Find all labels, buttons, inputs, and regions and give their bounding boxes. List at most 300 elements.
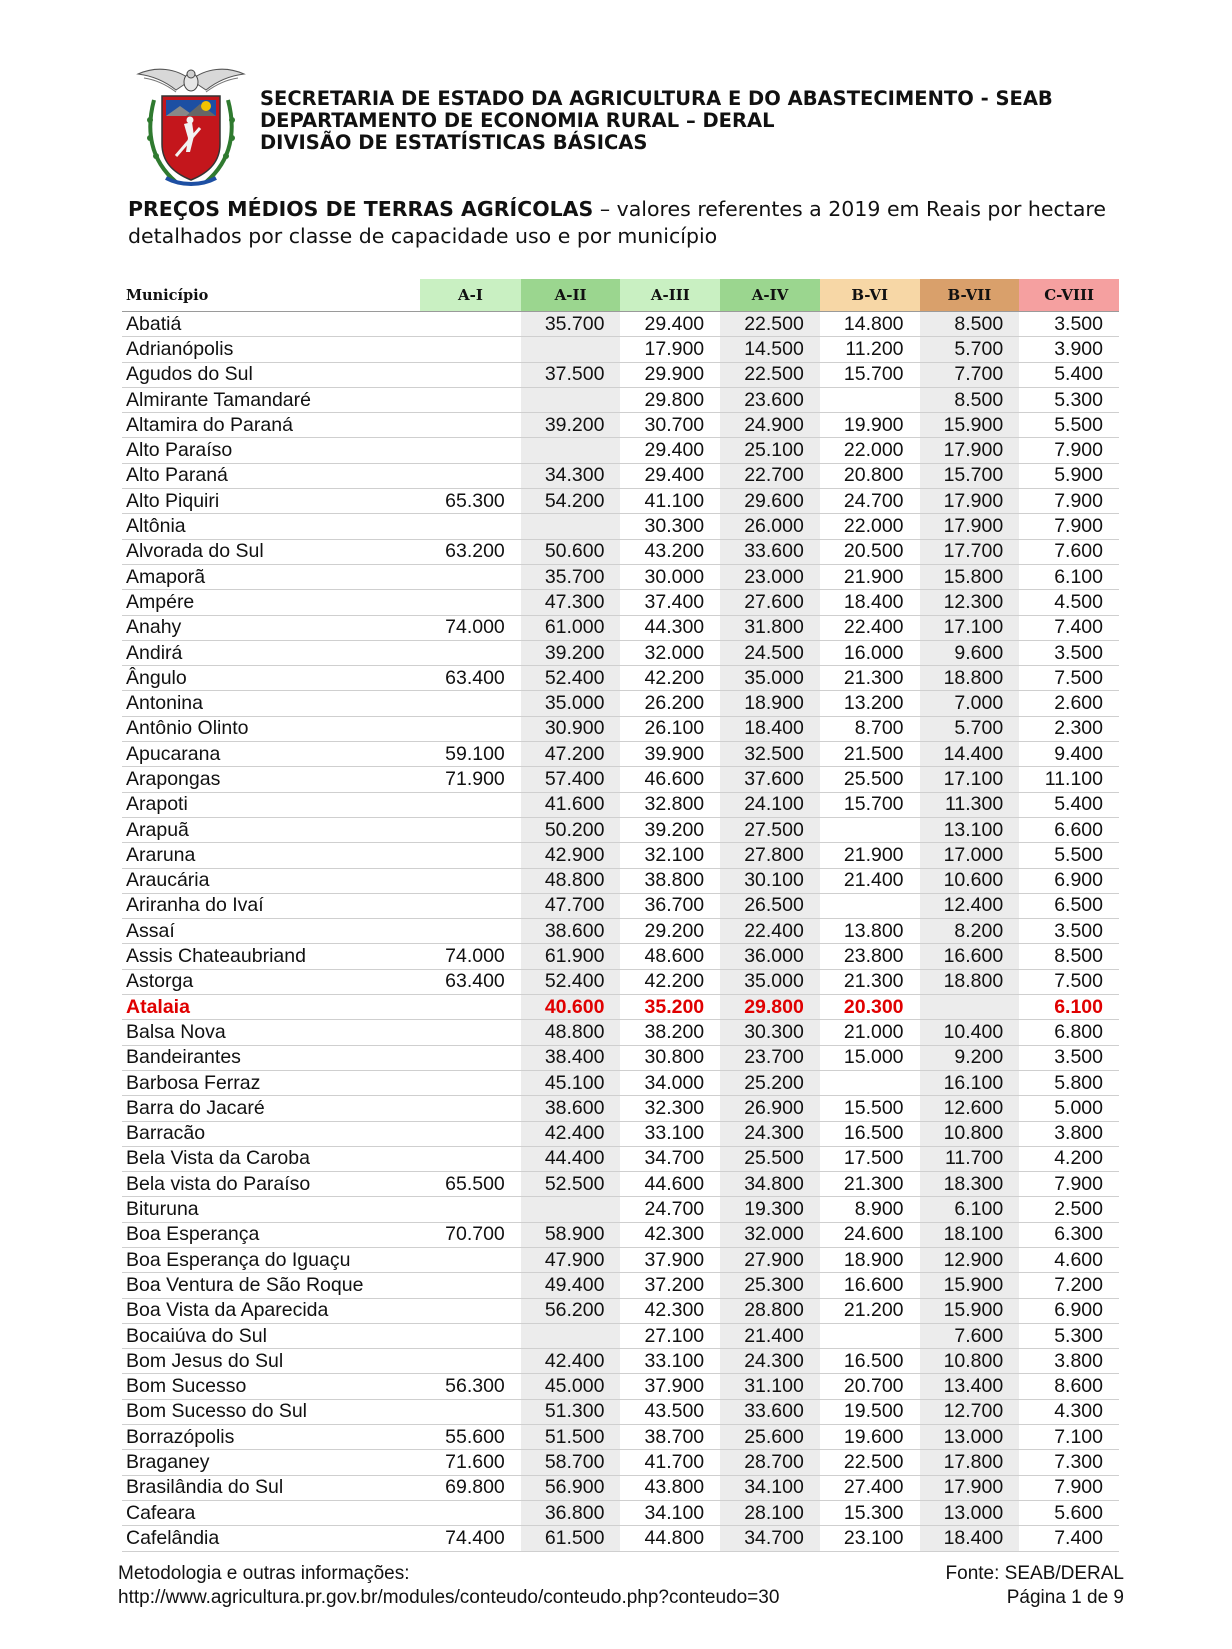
- header-c-viii: C-VIII: [1019, 279, 1119, 312]
- price-cell: 24.900: [720, 413, 820, 438]
- price-cell: 7.100: [1019, 1425, 1119, 1450]
- price-cell: 15.300: [820, 1500, 920, 1525]
- table-row: [122, 615, 1119, 640]
- price-cell: 34.800: [720, 1172, 820, 1197]
- price-cell: 7.500: [1019, 969, 1119, 994]
- price-cell: 47.900: [521, 1247, 621, 1272]
- price-cell: 51.500: [521, 1425, 621, 1450]
- price-cell: 7.900: [1019, 514, 1119, 539]
- price-cell: 27.600: [720, 590, 820, 615]
- price-cell: 52.500: [521, 1172, 621, 1197]
- price-cell: 36.000: [720, 944, 820, 969]
- price-cell: 63.200: [420, 539, 521, 564]
- municipality-cell: Ângulo: [122, 666, 420, 691]
- footer-source: [946, 1562, 1124, 1610]
- price-cell: 71.600: [420, 1450, 521, 1475]
- price-cell: 14.500: [720, 337, 820, 362]
- municipality-cell: Bela Vista da Caroba: [122, 1146, 420, 1171]
- price-cell: 24.500: [720, 640, 820, 665]
- table-row: [122, 1450, 1119, 1475]
- price-cell: 16.100: [920, 1070, 1020, 1095]
- table-row: [122, 1172, 1119, 1197]
- price-cell: 6.900: [1019, 868, 1119, 893]
- price-cell: 48.800: [521, 868, 621, 893]
- price-cell: 44.400: [521, 1146, 621, 1171]
- municipality-cell: Agudos do Sul: [122, 362, 420, 387]
- price-cell: 71.900: [420, 767, 521, 792]
- price-cell: 24.300: [720, 1349, 820, 1374]
- price-cell: [420, 716, 521, 741]
- price-cell: 59.100: [420, 742, 521, 767]
- price-cell: 6.900: [1019, 1298, 1119, 1323]
- price-cell: 32.500: [720, 742, 820, 767]
- municipality-cell: Atalaia: [122, 995, 420, 1020]
- municipality-cell: Altamira do Paraná: [122, 413, 420, 438]
- price-cell: 34.000: [620, 1070, 720, 1095]
- table-row: [122, 1222, 1119, 1247]
- price-cell: 16.000: [820, 640, 920, 665]
- price-cell: 41.700: [620, 1450, 720, 1475]
- price-cell: 5.700: [920, 716, 1020, 741]
- municipality-cell: Antônio Olinto: [122, 716, 420, 741]
- table-row: [122, 362, 1119, 387]
- price-cell: 22.700: [720, 463, 820, 488]
- price-cell: 15.800: [920, 564, 1020, 589]
- price-cell: 39.900: [620, 742, 720, 767]
- price-cell: 25.200: [720, 1070, 820, 1095]
- price-cell: 26.100: [620, 716, 720, 741]
- price-cell: 58.900: [521, 1222, 621, 1247]
- price-cell: 7.900: [1019, 1172, 1119, 1197]
- price-cell: 5.500: [1019, 413, 1119, 438]
- price-cell: 15.000: [820, 1045, 920, 1070]
- price-cell: [420, 1197, 521, 1222]
- price-cell: 15.700: [920, 463, 1020, 488]
- price-cell: 32.100: [620, 843, 720, 868]
- price-cell: 56.900: [521, 1475, 621, 1500]
- municipality-cell: Andirá: [122, 640, 420, 665]
- price-cell: 44.600: [620, 1172, 720, 1197]
- municipality-cell: Assis Chateaubriand: [122, 944, 420, 969]
- price-cell: 43.800: [620, 1475, 720, 1500]
- price-cell: 6.800: [1019, 1020, 1119, 1045]
- table-row: [122, 944, 1119, 969]
- municipality-cell: Almirante Tamandaré: [122, 387, 420, 412]
- price-cell: 11.700: [920, 1146, 1020, 1171]
- price-cell: 20.800: [820, 463, 920, 488]
- price-cell: 30.700: [620, 413, 720, 438]
- municipality-cell: Bom Sucesso do Sul: [122, 1399, 420, 1424]
- municipality-cell: Assaí: [122, 919, 420, 944]
- table-row: [122, 1273, 1119, 1298]
- price-cell: 38.600: [521, 1096, 621, 1121]
- price-cell: 33.600: [720, 1399, 820, 1424]
- table-row: [122, 1045, 1119, 1070]
- price-cell: 29.400: [620, 312, 720, 337]
- table-row: [122, 387, 1119, 412]
- price-cell: 17.900: [920, 438, 1020, 463]
- price-cell: [420, 995, 521, 1020]
- price-cell: 8.700: [820, 716, 920, 741]
- price-cell: 17.500: [820, 1146, 920, 1171]
- municipality-cell: Alto Paraná: [122, 463, 420, 488]
- footer-methodology-label: Metodologia e outras informações:: [118, 1563, 410, 1584]
- price-cell: 24.700: [620, 1197, 720, 1222]
- table-row: [122, 1500, 1119, 1525]
- price-cell: 27.900: [720, 1247, 820, 1272]
- footer-methodology: [118, 1562, 779, 1610]
- price-cell: 52.400: [521, 666, 621, 691]
- price-cell: 9.200: [920, 1045, 1020, 1070]
- price-cell: 6.500: [1019, 893, 1119, 918]
- price-cell: 5.400: [1019, 362, 1119, 387]
- price-cell: 21.400: [820, 868, 920, 893]
- price-cell: 24.100: [720, 792, 820, 817]
- price-cell: 30.300: [720, 1020, 820, 1045]
- price-cell: 48.800: [521, 1020, 621, 1045]
- price-cell: 37.600: [720, 767, 820, 792]
- municipality-cell: Araruna: [122, 843, 420, 868]
- municipality-cell: Alto Piquiri: [122, 489, 420, 514]
- price-cell: 12.600: [920, 1096, 1020, 1121]
- price-cell: 3.500: [1019, 640, 1119, 665]
- price-cell: 19.900: [820, 413, 920, 438]
- price-cell: [521, 387, 621, 412]
- price-cell: 16.500: [820, 1121, 920, 1146]
- price-cell: 6.100: [920, 1197, 1020, 1222]
- municipality-cell: Cafelândia: [122, 1526, 420, 1551]
- price-cell: 17.800: [920, 1450, 1020, 1475]
- price-cell: [820, 1070, 920, 1095]
- table-row: [122, 1146, 1119, 1171]
- price-cell: 50.200: [521, 817, 621, 842]
- price-cell: 6.100: [1019, 564, 1119, 589]
- price-cell: 34.700: [720, 1526, 820, 1551]
- table-row: [122, 1298, 1119, 1323]
- price-cell: 18.400: [720, 716, 820, 741]
- price-cell: 14.800: [820, 312, 920, 337]
- price-cell: 18.800: [920, 969, 1020, 994]
- department-header: [260, 88, 1053, 154]
- price-cell: 22.000: [820, 438, 920, 463]
- price-cell: 18.800: [920, 666, 1020, 691]
- municipality-cell: Alvorada do Sul: [122, 539, 420, 564]
- price-cell: [420, 1399, 521, 1424]
- price-cell: 29.200: [620, 919, 720, 944]
- municipality-cell: Cafeara: [122, 1500, 420, 1525]
- price-cell: [521, 514, 621, 539]
- footer-source-label: Fonte: SEAB/DERAL: [945, 1563, 1124, 1584]
- price-cell: 3.800: [1019, 1349, 1119, 1374]
- table-row: [122, 1020, 1119, 1045]
- price-cell: 42.300: [620, 1222, 720, 1247]
- price-cell: 29.900: [620, 362, 720, 387]
- table-row: [122, 792, 1119, 817]
- municipality-cell: Arapuã: [122, 817, 420, 842]
- price-cell: 13.100: [920, 817, 1020, 842]
- price-cell: [521, 1323, 621, 1348]
- price-cell: 21.200: [820, 1298, 920, 1323]
- table-row: [122, 590, 1119, 615]
- price-cell: 34.100: [620, 1500, 720, 1525]
- price-cell: 30.900: [521, 716, 621, 741]
- municipality-cell: Bela vista do Paraíso: [122, 1172, 420, 1197]
- municipality-cell: Boa Ventura de São Roque: [122, 1273, 420, 1298]
- price-cell: [420, 1020, 521, 1045]
- price-cell: 35.200: [620, 995, 720, 1020]
- price-cell: [420, 362, 521, 387]
- table-row: [122, 1121, 1119, 1146]
- price-cell: 17.100: [920, 615, 1020, 640]
- price-cell: 35.700: [521, 312, 621, 337]
- price-cell: 54.200: [521, 489, 621, 514]
- price-cell: 47.300: [521, 590, 621, 615]
- price-cell: 14.400: [920, 742, 1020, 767]
- price-cell: 38.200: [620, 1020, 720, 1045]
- price-cell: 61.500: [521, 1526, 621, 1551]
- municipality-cell: Bandeirantes: [122, 1045, 420, 1070]
- price-cell: 8.200: [920, 919, 1020, 944]
- table-row: [122, 1070, 1119, 1095]
- price-cell: 4.300: [1019, 1399, 1119, 1424]
- price-cell: 26.500: [720, 893, 820, 918]
- price-cell: 56.300: [420, 1374, 521, 1399]
- price-cell: 13.000: [920, 1425, 1020, 1450]
- price-cell: 24.600: [820, 1222, 920, 1247]
- price-cell: 16.600: [820, 1273, 920, 1298]
- municipality-cell: Balsa Nova: [122, 1020, 420, 1045]
- price-cell: 26.200: [620, 691, 720, 716]
- price-cell: 65.500: [420, 1172, 521, 1197]
- price-cell: 4.200: [1019, 1146, 1119, 1171]
- municipality-cell: Barracão: [122, 1121, 420, 1146]
- price-cell: 63.400: [420, 969, 521, 994]
- price-cell: 16.500: [820, 1349, 920, 1374]
- price-cell: 8.900: [820, 1197, 920, 1222]
- price-cell: 51.300: [521, 1399, 621, 1424]
- price-cell: 12.700: [920, 1399, 1020, 1424]
- price-cell: 37.500: [521, 362, 621, 387]
- price-cell: 13.200: [820, 691, 920, 716]
- price-cell: 21.000: [820, 1020, 920, 1045]
- price-cell: [420, 438, 521, 463]
- price-cell: 18.900: [820, 1247, 920, 1272]
- table-row: [122, 843, 1119, 868]
- municipality-cell: Apucarana: [122, 742, 420, 767]
- table-row: [122, 1526, 1119, 1551]
- price-cell: 24.300: [720, 1121, 820, 1146]
- price-cell: 5.800: [1019, 1070, 1119, 1095]
- municipality-cell: Boa Vista da Aparecida: [122, 1298, 420, 1323]
- table-row: [122, 919, 1119, 944]
- price-cell: 22.400: [820, 615, 920, 640]
- price-cell: 8.500: [920, 312, 1020, 337]
- header-b-vii: B-VII: [920, 279, 1020, 312]
- price-cell: 23.700: [720, 1045, 820, 1070]
- price-cell: 2.600: [1019, 691, 1119, 716]
- price-cell: 8.500: [920, 387, 1020, 412]
- price-cell: 23.100: [820, 1526, 920, 1551]
- price-cell: 37.400: [620, 590, 720, 615]
- table-row: [122, 640, 1119, 665]
- price-cell: 52.400: [521, 969, 621, 994]
- price-cell: 46.600: [620, 767, 720, 792]
- price-cell: 69.800: [420, 1475, 521, 1500]
- price-cell: 13.000: [920, 1500, 1020, 1525]
- price-cell: 23.000: [720, 564, 820, 589]
- table-row: [122, 995, 1119, 1020]
- municipality-cell: Abatiá: [122, 312, 420, 337]
- footer-page-number: Página 1 de 9: [1006, 1587, 1124, 1608]
- price-cell: 41.100: [620, 489, 720, 514]
- price-cell: 31.800: [720, 615, 820, 640]
- price-cell: 31.100: [720, 1374, 820, 1399]
- table-row: [122, 716, 1119, 741]
- price-cell: 15.700: [820, 362, 920, 387]
- price-cell: [420, 919, 521, 944]
- price-cell: 13.800: [820, 919, 920, 944]
- footer-methodology-url[interactable]: http://www.agricultura.pr.gov.br/modules/conteudo/conteudo.php?conteudo=30: [118, 1587, 780, 1608]
- table-row: [122, 539, 1119, 564]
- price-cell: 17.900: [920, 1475, 1020, 1500]
- header-municipio: Município: [122, 279, 420, 312]
- price-cell: 12.400: [920, 893, 1020, 918]
- table-row: [122, 1323, 1119, 1348]
- price-cell: 39.200: [521, 640, 621, 665]
- price-cell: 10.800: [920, 1349, 1020, 1374]
- price-cell: [420, 1247, 521, 1272]
- price-cell: 2.500: [1019, 1197, 1119, 1222]
- price-cell: [521, 337, 621, 362]
- price-cell: 22.000: [820, 514, 920, 539]
- price-cell: 35.700: [521, 564, 621, 589]
- price-cell: 43.200: [620, 539, 720, 564]
- price-cell: 21.300: [820, 666, 920, 691]
- price-cell: 3.500: [1019, 1045, 1119, 1070]
- table-row: [122, 1475, 1119, 1500]
- price-cell: 25.500: [720, 1146, 820, 1171]
- price-cell: 18.400: [820, 590, 920, 615]
- price-cell: 20.500: [820, 539, 920, 564]
- municipality-cell: Bom Jesus do Sul: [122, 1349, 420, 1374]
- table-row: [122, 691, 1119, 716]
- table-row: [122, 1374, 1119, 1399]
- price-cell: 4.500: [1019, 590, 1119, 615]
- price-cell: [920, 995, 1020, 1020]
- price-cell: 10.400: [920, 1020, 1020, 1045]
- header-line-seab: SECRETARIA DE ESTADO DA AGRICULTURA E DO ABASTECIMENTO - SEAB: [260, 87, 1053, 110]
- price-cell: 7.900: [1019, 489, 1119, 514]
- price-cell: 3.900: [1019, 337, 1119, 362]
- price-cell: 37.200: [620, 1273, 720, 1298]
- price-cell: 56.200: [521, 1298, 621, 1323]
- price-cell: 44.300: [620, 615, 720, 640]
- price-cell: 35.000: [720, 666, 820, 691]
- municipality-cell: Amaporã: [122, 564, 420, 589]
- price-cell: 5.300: [1019, 1323, 1119, 1348]
- price-cell: 57.400: [521, 767, 621, 792]
- table-row: [122, 767, 1119, 792]
- municipality-cell: Adrianópolis: [122, 337, 420, 362]
- price-cell: [420, 1070, 521, 1095]
- price-cell: [420, 893, 521, 918]
- municipality-cell: Ariranha do Ivaí: [122, 893, 420, 918]
- municipality-cell: Barra do Jacaré: [122, 1096, 420, 1121]
- price-cell: 17.900: [620, 337, 720, 362]
- municipality-cell: Boa Esperança: [122, 1222, 420, 1247]
- price-cell: 38.400: [521, 1045, 621, 1070]
- price-cell: 3.500: [1019, 312, 1119, 337]
- table-row: [122, 666, 1119, 691]
- title-bold: PREÇOS MÉDIOS DE TERRAS AGRÍCOLAS: [128, 197, 594, 221]
- price-cell: [420, 1121, 521, 1146]
- municipality-cell: Arapongas: [122, 767, 420, 792]
- title-line2: detalhados por classe de capacidade uso e por município: [128, 224, 718, 248]
- price-cell: 19.500: [820, 1399, 920, 1424]
- price-cell: 48.600: [620, 944, 720, 969]
- municipality-cell: Araucária: [122, 868, 420, 893]
- table-row: [122, 893, 1119, 918]
- price-cell: 25.300: [720, 1273, 820, 1298]
- price-cell: 10.600: [920, 868, 1020, 893]
- price-cell: 15.700: [820, 792, 920, 817]
- price-cell: 35.000: [720, 969, 820, 994]
- header-line-division: DIVISÃO DE ESTATÍSTICAS BÁSICAS: [260, 131, 648, 154]
- municipality-cell: Bituruna: [122, 1197, 420, 1222]
- price-cell: 22.500: [720, 362, 820, 387]
- price-cell: 29.400: [620, 463, 720, 488]
- price-cell: 17.700: [920, 539, 1020, 564]
- municipality-cell: Barbosa Ferraz: [122, 1070, 420, 1095]
- price-cell: 32.000: [720, 1222, 820, 1247]
- price-cell: 7.600: [1019, 539, 1119, 564]
- price-cell: 7.300: [1019, 1450, 1119, 1475]
- price-cell: [420, 1146, 521, 1171]
- price-cell: 42.900: [521, 843, 621, 868]
- price-cell: 42.200: [620, 666, 720, 691]
- price-cell: 19.600: [820, 1425, 920, 1450]
- price-cell: 74.400: [420, 1526, 521, 1551]
- price-cell: 16.600: [920, 944, 1020, 969]
- municipality-cell: Anahy: [122, 615, 420, 640]
- price-cell: 24.700: [820, 489, 920, 514]
- price-cell: [420, 691, 521, 716]
- table-row: [122, 564, 1119, 589]
- price-cell: 21.300: [820, 969, 920, 994]
- price-cell: 33.100: [620, 1121, 720, 1146]
- table-row: [122, 463, 1119, 488]
- price-cell: 27.500: [720, 817, 820, 842]
- price-cell: [521, 438, 621, 463]
- price-cell: 21.300: [820, 1172, 920, 1197]
- price-cell: [420, 1045, 521, 1070]
- header-a-iv: A-IV: [720, 279, 820, 312]
- price-cell: 13.400: [920, 1374, 1020, 1399]
- municipality-cell: Altônia: [122, 514, 420, 539]
- municipality-cell: Astorga: [122, 969, 420, 994]
- price-cell: 27.800: [720, 843, 820, 868]
- municipality-cell: Bom Sucesso: [122, 1374, 420, 1399]
- header-b-vi: B-VI: [820, 279, 920, 312]
- price-cell: 5.700: [920, 337, 1020, 362]
- price-cell: 5.500: [1019, 843, 1119, 868]
- table-row: [122, 1425, 1119, 1450]
- price-cell: 41.600: [521, 792, 621, 817]
- price-cell: 11.300: [920, 792, 1020, 817]
- price-cell: [420, 590, 521, 615]
- price-cell: 12.300: [920, 590, 1020, 615]
- price-cell: 9.400: [1019, 742, 1119, 767]
